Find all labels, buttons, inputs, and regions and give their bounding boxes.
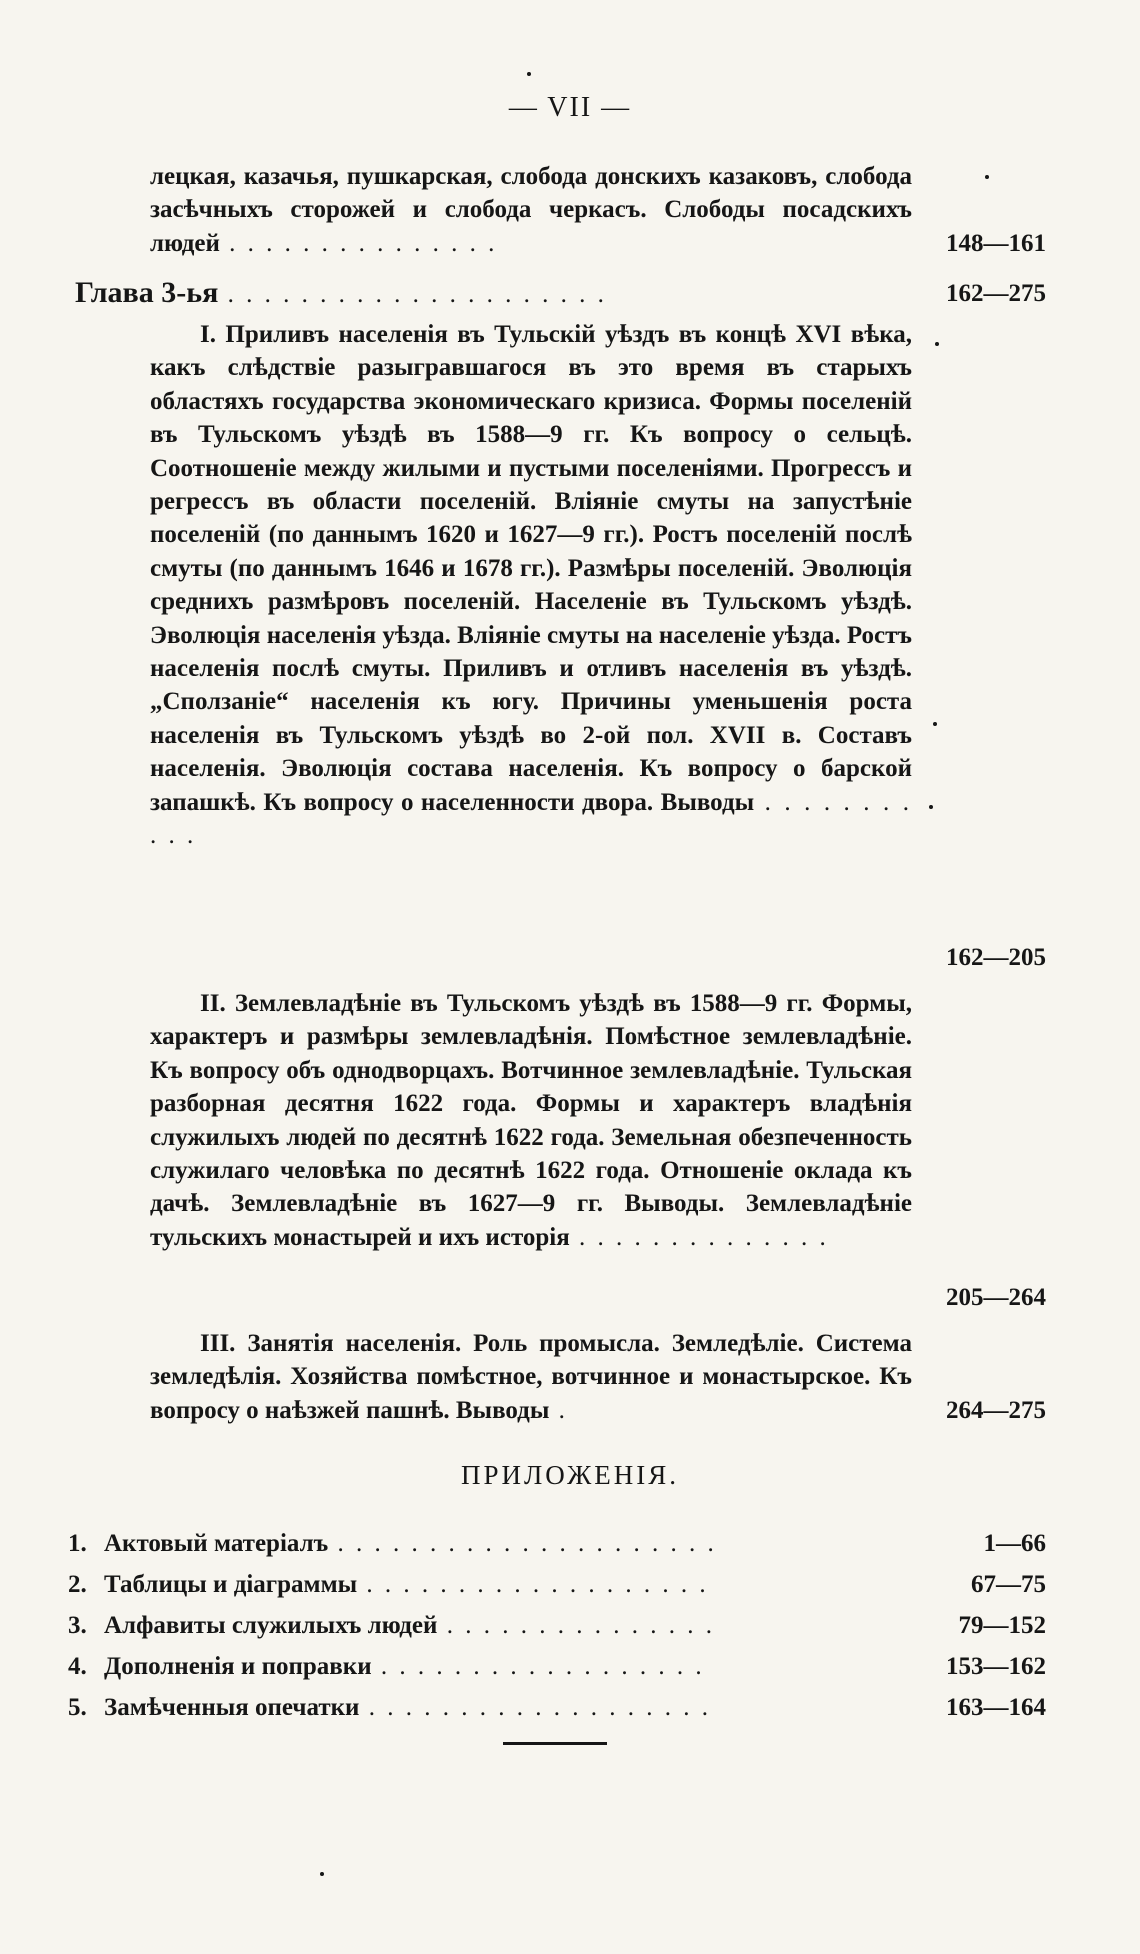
appendix-item-pages: 153—162 [946, 1653, 1046, 1680]
toc-section-pages: 264—275 [946, 1397, 1046, 1424]
closing-rule [503, 1742, 607, 1745]
appendix-item-label: Алфавиты служилыхъ людей [104, 1612, 438, 1639]
dot-leader: . . . . . . . . . . . . . . [569, 1223, 829, 1251]
chapter-heading [75, 276, 607, 310]
toc-section-pages: 205—264 [946, 1284, 1046, 1311]
toc-section-text: II. Землевладѣніе въ Тульскомъ уѣздѣ въ 1588—9 гг. Формы, характеръ и размѣры землевладѣнія. Помѣстное землевладѣніе. Къ вопросу объ однодворцахъ. Вотчинное землевладѣніе. Тульская разборная десятня 1622 года. Формы и характеръ владѣнія служилыхъ людей по десятнѣ 1622 года. Земельная обезпеченность служилаго человѣка по десятнѣ 1622 года. Отношеніе оклада къ дачѣ. Землевладѣніе въ 1627—9 гг. Выводы. Землевладѣніе тульскихъ монастырей и ихъ исторія [150, 990, 912, 1251]
appendix-item [68, 1612, 1046, 1652]
chapter-pages: 162—275 [946, 280, 1046, 307]
appendix-item-label: Актовый матеріалъ [104, 1530, 329, 1557]
dot-leader: . . . . . . . . . . . . . . . [437, 1612, 715, 1639]
toc-entry-text: лецкая, казачья, пушкарская, слобода донскихъ казаковъ, слобода засѣчныхъ сторожей и слобода черкасъ. Слободы посадскихъ людей [150, 163, 912, 257]
appendix-item-number: 2. [68, 1571, 87, 1598]
toc-section-text: I. Приливъ населенія въ Тульскій уѣздъ въ концѣ XVI вѣка, какъ слѣдствіе разыгравшагося въ это время въ старыхъ областяхъ государства экономическаго кризиса. Формы поселеній въ Тульскомъ уѣздѣ въ 1588—9 гг. Къ вопросу о сельцѣ. Соотношеніе между жилыми и пустыми поселеніями. Прогрессъ и регрессъ въ области поселеній. Вліяніе смуты на запустѣніе поселеній (по даннымъ 1620 и 1627—9 гг.). Ростъ поселеній послѣ смуты (по даннымъ 1646 и 1678 гг.). Размѣры поселеній. Эволюція среднихъ размѣровъ поселеній. Населеніе въ Тульскомъ уѣздѣ. Эволюція населенія уѣзда. Вліяніе смуты на населеніе уѣзда. Ростъ населенія послѣ смуты. Приливъ и отливъ населенія въ уѣздѣ. „Сползаніе“ населенія къ югу. Причины уменьшенія роста населенія въ Тульскомъ уѣздѣ во 2-ой пол. XVII в. Составъ населенія. Эволюція состава населенія. Къ вопросу о барской запашкѣ. Къ вопросу о населенности двора. Выводы [150, 321, 912, 816]
print-speck [933, 722, 937, 726]
print-speck [985, 175, 989, 179]
toc-section-pages: 162—205 [946, 944, 1046, 971]
print-speck [929, 805, 933, 809]
appendix-item [68, 1653, 1046, 1693]
toc-entry-continuation [150, 160, 912, 260]
appendix-item-pages: 1—66 [983, 1530, 1046, 1557]
page-number: — VII — [508, 92, 632, 123]
chapter-label: Глава 3-ья [75, 276, 219, 309]
appendix-item-pages: 79—152 [958, 1612, 1046, 1639]
appendix-item [68, 1571, 1046, 1611]
dot-leader: . . . . . . . . . . . . . . . . . . . [357, 1571, 709, 1598]
toc-entry-pages: 148—161 [946, 230, 1046, 257]
toc-section-text: III. Занятія населенія. Роль промысла. Земледѣліе. Система земледѣлія. Хозяйства помѣстное, вотчинное и монастырское. Къ вопросу о наѣзжей пашнѣ. Выводы [150, 1330, 912, 1424]
appendix-title: ПРИЛОЖЕНІЯ. [460, 1460, 680, 1490]
appendix-item-label: Замѣченныя опечатки [104, 1694, 360, 1721]
appendix-item-number: 1. [68, 1530, 87, 1557]
dot-leader: . . . . . . . . . . . . . . . . . . . . . [328, 1530, 717, 1557]
toc-section-2 [150, 987, 912, 1254]
dot-leader: . . . . . . . . . . . [150, 788, 912, 850]
print-speck [527, 72, 531, 76]
appendix-item [68, 1694, 1046, 1734]
toc-section-3 [150, 1327, 912, 1427]
dot-leader: . . . . . . . . . . . . . . . [219, 229, 498, 257]
appendix-item-pages: 67—75 [971, 1571, 1046, 1598]
print-speck [320, 1872, 324, 1876]
appendix-item-label: Таблицы и діаграммы [104, 1571, 358, 1598]
appendix-item-number: 5. [68, 1694, 87, 1721]
dot-leader: . . . . . . . . . . . . . . . . . . . . . [218, 281, 607, 308]
dot-leader: . [549, 1396, 568, 1424]
dot-leader: . . . . . . . . . . . . . . . . . . [371, 1653, 705, 1680]
appendix-item [68, 1530, 1046, 1570]
appendix-item-pages: 163—164 [946, 1694, 1046, 1721]
dot-leader: . . . . . . . . . . . . . . . . . . . [359, 1694, 711, 1721]
print-speck [935, 342, 939, 346]
toc-section-1 [150, 318, 912, 853]
appendix-item-number: 3. [68, 1612, 87, 1639]
appendix-item-label: Дополненія и поправки [104, 1653, 372, 1680]
appendix-item-number: 4. [68, 1653, 87, 1680]
